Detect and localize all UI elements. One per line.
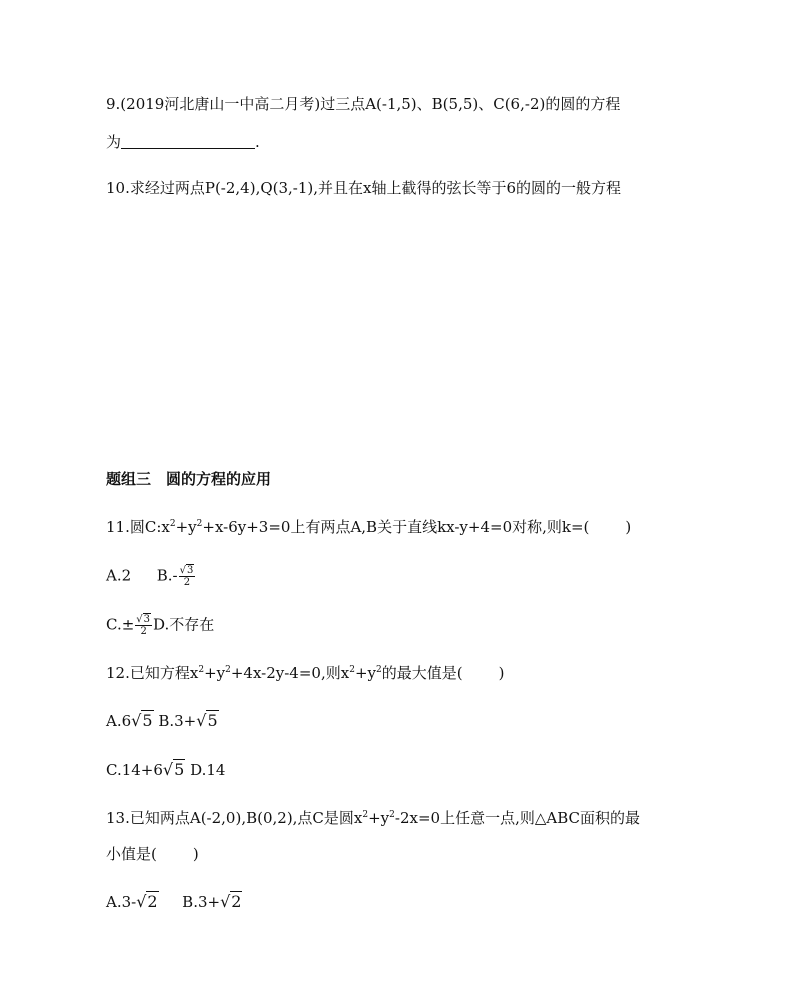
- q13-option-a-label: A.3-: [106, 893, 137, 911]
- q11-stem-end: ): [625, 518, 632, 536]
- q12-option-c-label: C.14+6: [106, 761, 163, 779]
- q9-text: 9.(2019河北唐山一中高二月考)过三点A(-1,5)、B(5,5)、C(6,-2)的圆的方程: [106, 95, 621, 113]
- q12-options-cd: [106, 760, 225, 780]
- q13-sqrt-arg: 2: [231, 892, 242, 911]
- q12-options-ab: [106, 711, 219, 731]
- q12-stem-c: +4x-2y-4=0,则x: [230, 664, 350, 682]
- q13-stem-c: -2x=0上任意一点,则△ABC面积的最: [394, 809, 640, 827]
- q13-stem-line1: [106, 808, 640, 828]
- q12-sup: 2: [349, 665, 355, 675]
- q12-sqrt-arg: 5: [207, 711, 218, 730]
- q11-sup: 2: [169, 519, 176, 529]
- q12-option-b-label: B.3+: [158, 712, 197, 730]
- q9-suffix: .: [255, 133, 260, 151]
- q11-stem-a: 11.圆C:x: [106, 518, 170, 536]
- q11-option-d: D.不存在: [153, 615, 215, 634]
- q12-stem-d: +y: [354, 664, 376, 682]
- q11-frac-den: 2: [140, 626, 147, 637]
- q11-options-ab: [106, 565, 196, 588]
- q13-options-ab: [106, 892, 242, 912]
- q13-stem-b: +y: [368, 809, 390, 827]
- q11-option-b-fraction: $\frac{√3}{2}$: [179, 565, 194, 588]
- q12-option-b-sqrt: √5: [196, 711, 218, 730]
- q11-option-c-label: C.±: [106, 615, 135, 634]
- q13-sqrt-arg: 2: [147, 892, 158, 911]
- q13-sup: 2: [362, 810, 369, 820]
- q12-sup: 2: [198, 665, 205, 675]
- q12-option-c-sqrt: √5: [162, 760, 185, 779]
- q10-text: 10.求经过两点P(-2,4),Q(3,-1),并且在x轴上截得的弦长等于6的圆的一般方程: [106, 179, 622, 197]
- q12-option-a-label: A.6: [106, 712, 132, 730]
- q9-prefix: 为: [106, 133, 122, 151]
- q12-sqrt-arg: 5: [174, 760, 185, 779]
- q12-stem-e: 的最大值是(: [381, 664, 463, 682]
- q9-line1: [106, 94, 620, 114]
- q11-sup: 2: [196, 519, 203, 529]
- q10-line: [106, 178, 621, 198]
- q12-sqrt-arg: 5: [142, 711, 153, 730]
- section-title-text: 题组三 圆的方程的应用: [106, 470, 272, 488]
- q11-option-b-label: B.-: [156, 566, 178, 585]
- q13-option-a-sqrt: √2: [136, 892, 158, 911]
- q12-stem-end: ): [498, 664, 505, 682]
- q13-stem-end: ): [192, 845, 199, 863]
- q11-stem-b: +y: [175, 518, 197, 536]
- q12-option-a-sqrt: √5: [131, 711, 153, 730]
- q11-sqrt-arg: 3: [186, 565, 194, 576]
- q11-sqrt-arg: 3: [143, 614, 151, 625]
- section-title: [106, 469, 271, 489]
- q11-frac-den: 2: [183, 577, 191, 588]
- q12-sup: 2: [375, 665, 382, 675]
- q12-stem-a: 12.已知方程x: [106, 664, 199, 682]
- q13-line2: 小值是(: [106, 845, 157, 863]
- q13-option-b-label: B.3+: [182, 893, 221, 911]
- q11-stem-c: +x-6y+3=0上有两点A,B关于直线kx-y+4=0对称,则k=(: [202, 518, 590, 536]
- q11-options-cd: [106, 614, 214, 637]
- q13-sup: 2: [389, 810, 395, 820]
- q9-answer-blank[interactable]: [121, 134, 255, 149]
- q13-stem-a: 13.已知两点A(-2,0),B(0,2),点C是圆x: [106, 809, 363, 827]
- q11-stem: [106, 517, 631, 537]
- q12-option-d: D.14: [190, 761, 226, 779]
- q12-sup: 2: [225, 665, 231, 675]
- q13-option-b-sqrt: √2: [220, 892, 242, 911]
- q13-stem-line2: [106, 844, 199, 864]
- q11-option-c-fraction: $\frac{√3}{2}$: [136, 614, 151, 637]
- q12-stem: [106, 663, 504, 683]
- q9-line2: [106, 132, 260, 152]
- q11-option-a: A.2: [106, 566, 132, 585]
- q12-stem-b: +y: [204, 664, 226, 682]
